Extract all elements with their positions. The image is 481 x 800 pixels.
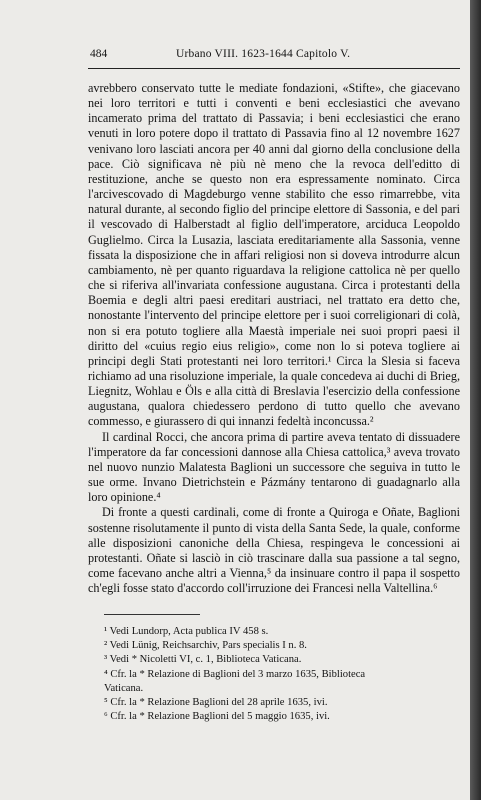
footnote-6: ⁶ Cfr. la * Relazione Baglioni del 5 maggio 1635, ivi. — [104, 711, 330, 723]
paragraph-3: Di fronte a questi cardinali, come di fronte a Quiroga e Oñate, Baglioni sostenne risolutamente il punto di vista della Santa Sede, la quale, conforme alle disposizioni canoniche della Chiesa, respingeva le concessioni ai protestanti. Oñate si lasciò in ciò trascinare dalla sua passione a tal segno, come facevano anche altri a Vienna,⁵ da insinuare contro il papa il sospetto ch'egli fosse stato d'accordo coll'irruzione dei Francesi nella Valtellina.⁶ — [88, 505, 460, 596]
paragraph-1: avrebbero conservato tutte le mediate fondazioni, «Stifte», che giacevano nei loro territori e tutti i conventi e beni ecclesiastici che avevano incamerato prima del trattato di Passavia; i beni ecclesiastici che erano venuti in loro potere dopo il trattato di Passavia fino al 12 novembre 1627 venivano loro lasciati ancora per 40 anni dal giorno della conclusione della pace. Ciò significava nè più nè meno che la revoca dell'editto di restituzione, anche se questo non era espressamente nominato. Circa l'arcivescovado di Magdeburgo venne stabilito che esso rimarrebbe, vita natural durante, al secondo figlio del principe elettore di Sassonia, e del pari il vescovado di Halberstadt al figlio dell'imperatore, arciduca Leopoldo Guglielmo. Circa la Lusazia, lasciata ereditariamente alla Sassonia, venne fissata la disposizione che in affari religiosi non si doveva introdurre alcun cambiamento, nè per quanto riguardava la religione cattolica nè per quello che si riferiva all'invariata confessione augustana. Circa i protestanti della Boemia e degli altri paesi ereditari austriaci, nel trattato era detto che, nonostante l'intervento del principe elettore per i suoi correligionari di colà, non si era potuto togliere alla Maestà imperiale nei suoi propri paesi il diritto del «cuius regio eius religio», come non lo si poteva togliere ai principi degli Stati protestanti nei loro territori.¹ Circa la Slesia si faceva richiamo ad una risoluzione imperiale, la quale concedeva ai duchi di Brieg, Liegnitz, Wohlau e Öls e alla città di Breslavia l'esercizio della confessione augustana, qualora chiedessero perdono di tutto quello che avevano commesso, e giurassero di qui innanzi fedeltà inconcussa.² — [88, 81, 460, 429]
book-spine-shadow — [470, 0, 481, 800]
footnote-3: ³ Vedi * Nicoletti VI, c. 1, Biblioteca Vaticana. — [104, 654, 302, 666]
main-text — [88, 81, 460, 596]
footnote-5: ⁵ Cfr. la * Relazione Baglioni del 28 aprile 1635, ivi. — [104, 697, 328, 709]
footnote-4-cont: Vaticana. — [104, 682, 144, 694]
footnote-1: ¹ Vedi Lundorp, Acta publica IV 458 s. — [104, 626, 269, 637]
header-rule — [88, 68, 460, 69]
footnotes — [104, 625, 458, 724]
page-number: 484 — [90, 48, 108, 60]
footnote-2: ² Vedi Lünig, Reichsarchiv, Pars specialis I n. 8. — [104, 640, 307, 652]
running-title: Urbano VIII. 1623-1644 Capitolo V. — [176, 48, 351, 60]
footnote-4: ⁴ Cfr. la * Relazione di Baglioni del 3 marzo 1635, Biblioteca — [104, 668, 366, 680]
footnote-rule — [104, 614, 200, 615]
paragraph-2: Il cardinal Rocci, che ancora prima di partire aveva tentato di dissuadere l'imperatore da far concessioni dannose alla Chiesa cattolica,³ aveva trovato nel nuovo nunzio Malatesta Baglioni un successore che seguiva in tutto le sue orme. Invano Dietrichstein e Pázmány tentarono di guadagnarlo alla loro opinione.⁴ — [88, 429, 460, 505]
